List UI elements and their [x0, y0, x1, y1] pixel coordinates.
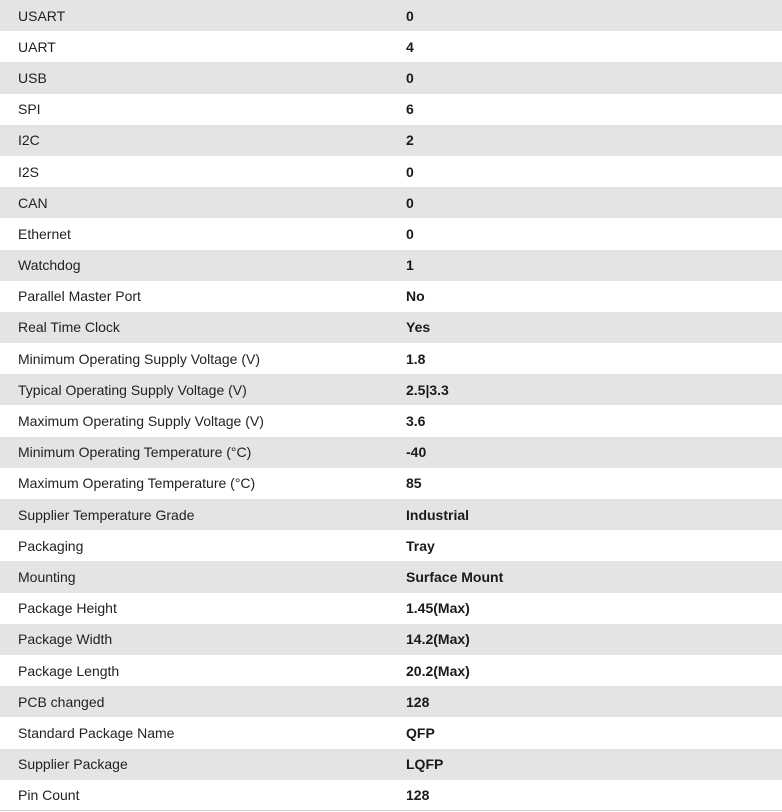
parameter-value: -40	[406, 444, 427, 461]
parameter-value: No	[406, 288, 425, 305]
parameter-value: LQFP	[406, 756, 444, 773]
parameter-label: Typical Operating Supply Voltage (V)	[18, 381, 247, 398]
parameter-label: Packaging	[18, 537, 84, 554]
table-row	[0, 62, 782, 93]
parameter-label: Parallel Master Port	[18, 288, 141, 305]
parameter-value: 1	[406, 257, 414, 274]
parameter-value: 1.45(Max)	[406, 600, 470, 617]
parameter-value: 2.5|3.3	[406, 381, 449, 398]
parameter-label: Minimum Operating Supply Voltage (V)	[18, 350, 260, 367]
parameter-label: Minimum Operating Temperature (°C)	[18, 444, 252, 461]
parameter-label: Mounting	[18, 568, 76, 585]
table-row	[0, 374, 782, 405]
table-row	[0, 593, 782, 624]
table-row	[0, 405, 782, 436]
parameter-label: Package Length	[18, 662, 120, 679]
table-row	[0, 187, 782, 218]
table-row	[0, 218, 782, 249]
table-row	[0, 312, 782, 343]
table-row	[0, 94, 782, 125]
parameter-value: 128	[406, 780, 782, 811]
parameter-label: Package Width	[18, 631, 113, 648]
table-row	[0, 499, 782, 530]
table-row	[0, 686, 782, 717]
parameter-label: Real Time Clock	[18, 319, 120, 336]
parameter-value: 85	[406, 475, 422, 492]
parameter-label: CAN	[18, 194, 48, 211]
parameter-value: 1.8	[406, 350, 426, 367]
parameter-value: 0	[406, 225, 414, 242]
parameter-value: 3.6	[406, 413, 426, 430]
parameter-label: SPI	[18, 101, 41, 118]
table-row	[0, 250, 782, 281]
parameter-value: 128	[406, 693, 430, 710]
table-row	[0, 561, 782, 592]
parameter-label: I2S	[18, 163, 40, 180]
parameter-label: USB	[18, 69, 47, 86]
parameter-label: I2C	[18, 132, 40, 149]
table-row	[0, 655, 782, 686]
parameter-label: Maximum Operating Supply Voltage (V)	[18, 413, 264, 430]
table-row	[0, 749, 782, 780]
table-row	[0, 281, 782, 312]
parameter-value: 0	[406, 69, 414, 86]
table-row	[0, 717, 782, 748]
parameter-label: Package Height	[18, 600, 117, 617]
parameter-value: 6	[406, 101, 414, 118]
table-row	[0, 0, 782, 31]
parameter-value: Yes	[406, 319, 431, 336]
parameter-label: UART	[18, 38, 56, 55]
parameter-label: Maximum Operating Temperature (°C)	[18, 475, 256, 492]
table-row	[0, 468, 782, 499]
table-row	[0, 31, 782, 62]
table-row	[0, 437, 782, 468]
parameter-value: Surface Mount	[406, 568, 504, 585]
parameter-label: Watchdog	[18, 257, 81, 274]
parameter-value: 14.2(Max)	[406, 631, 470, 648]
parameter-label: Standard Package Name	[18, 724, 175, 741]
table-row	[0, 780, 782, 811]
parameter-label: Ethernet	[18, 225, 71, 242]
parameter-value: 0	[406, 163, 414, 180]
parameter-value: Tray	[406, 537, 435, 554]
parameter-value: QFP	[406, 724, 435, 741]
parameter-value: Industrial	[406, 506, 470, 523]
parameter-value: 4	[406, 38, 414, 55]
parameter-value: 2	[406, 132, 414, 149]
table-row	[0, 343, 782, 374]
table-row	[0, 125, 782, 156]
parameter-label: PCB changed	[18, 693, 105, 710]
parameter-label: USART	[18, 7, 66, 24]
parameter-value: 20.2(Max)	[406, 662, 470, 679]
parameter-value: 0	[406, 194, 414, 211]
parameter-value: 0	[406, 7, 414, 24]
parameter-label: Pin Count	[0, 780, 406, 811]
table-row	[0, 156, 782, 187]
table-row	[0, 624, 782, 655]
table-row	[0, 530, 782, 561]
parameter-label: Supplier Package	[18, 756, 128, 773]
parameter-label: Supplier Temperature Grade	[18, 506, 195, 523]
